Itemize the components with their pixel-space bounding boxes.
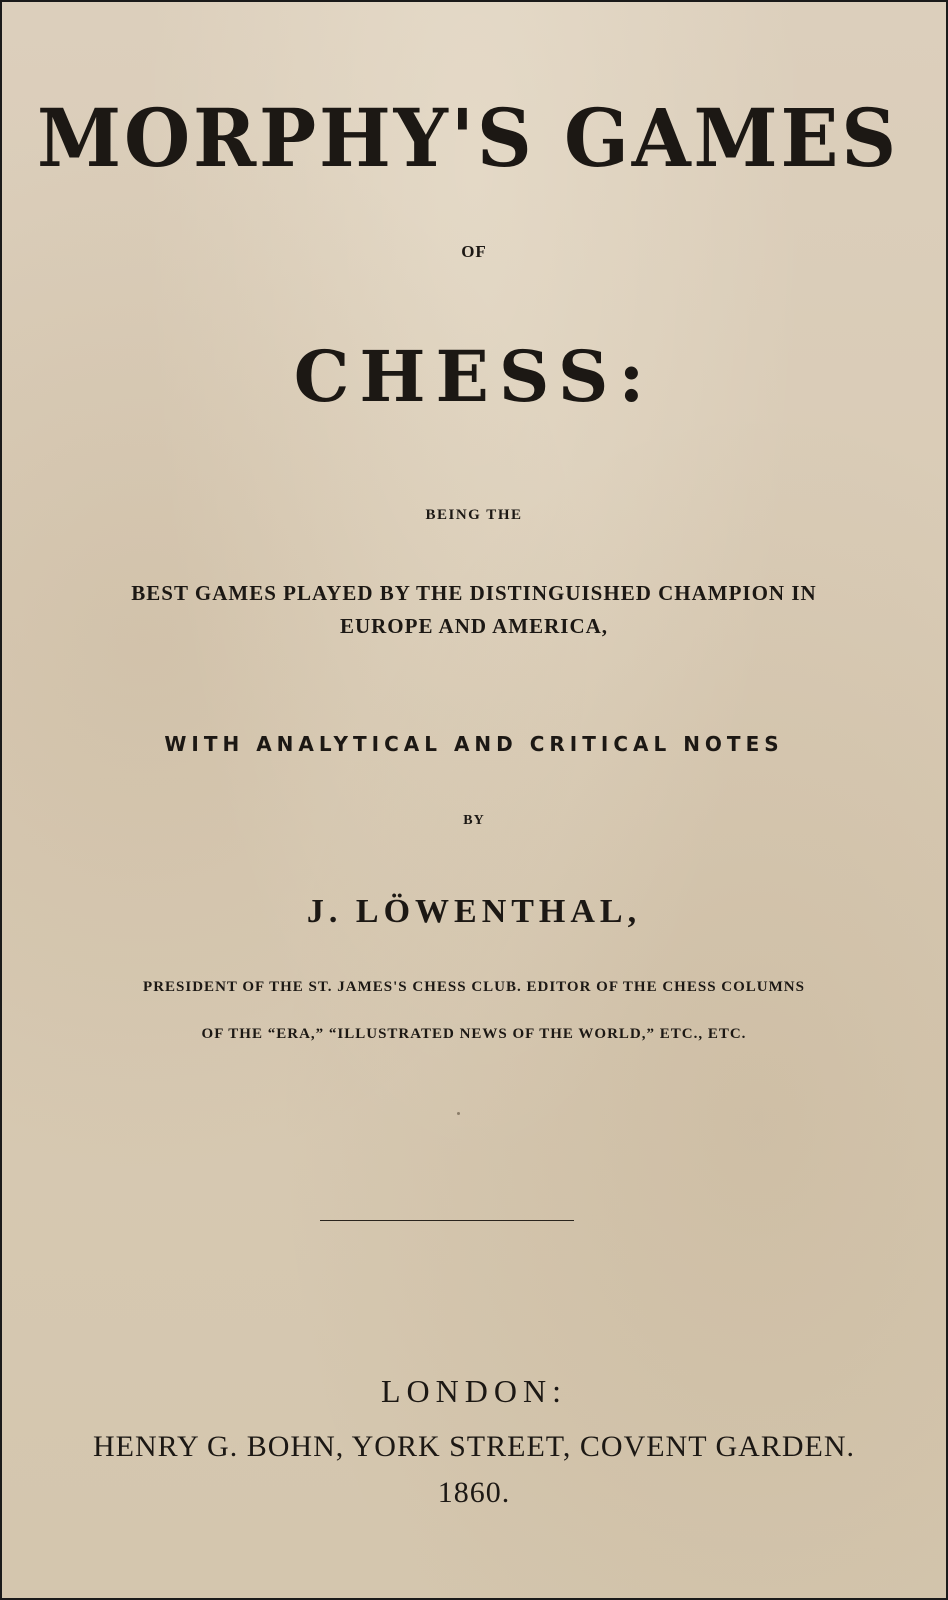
book-title-line-2: CHESS: [293,335,655,418]
subtitle-intro: BEING THE [425,507,523,523]
title-connector-of: OF [461,242,487,261]
author-credit-line-2: OF THE “ERA,” “ILLUSTRATED NEWS OF THE WORLD,” ETC., ETC. [201,1026,747,1042]
imprint-city: LONDON: [381,1373,567,1409]
notes-line: WITH ANALYTICAL AND CRITICAL NOTES [164,732,784,756]
author-name: J. LÖWENTHAL, [306,893,642,930]
by-line: BY [463,813,485,828]
author-credit-line-1: PRESIDENT OF THE ST. JAMES'S CHESS CLUB. EDITOR OF THE CHESS COLUMNS [143,979,805,995]
subtitle-line-2: EUROPE AND AMERICA, [339,614,609,638]
subtitle-line-1: BEST GAMES PLAYED BY THE DISTINGUISHED CHAMPION IN [131,581,817,605]
divider-rule [320,1220,574,1221]
imprint-year: 1860. [437,1476,511,1509]
ink-speck [457,1112,460,1115]
imprint-publisher: HENRY G. BOHN, YORK STREET, COVENT GARDEN. [93,1430,855,1463]
book-title-line-1: MORPHY'S GAMES [36,91,900,185]
